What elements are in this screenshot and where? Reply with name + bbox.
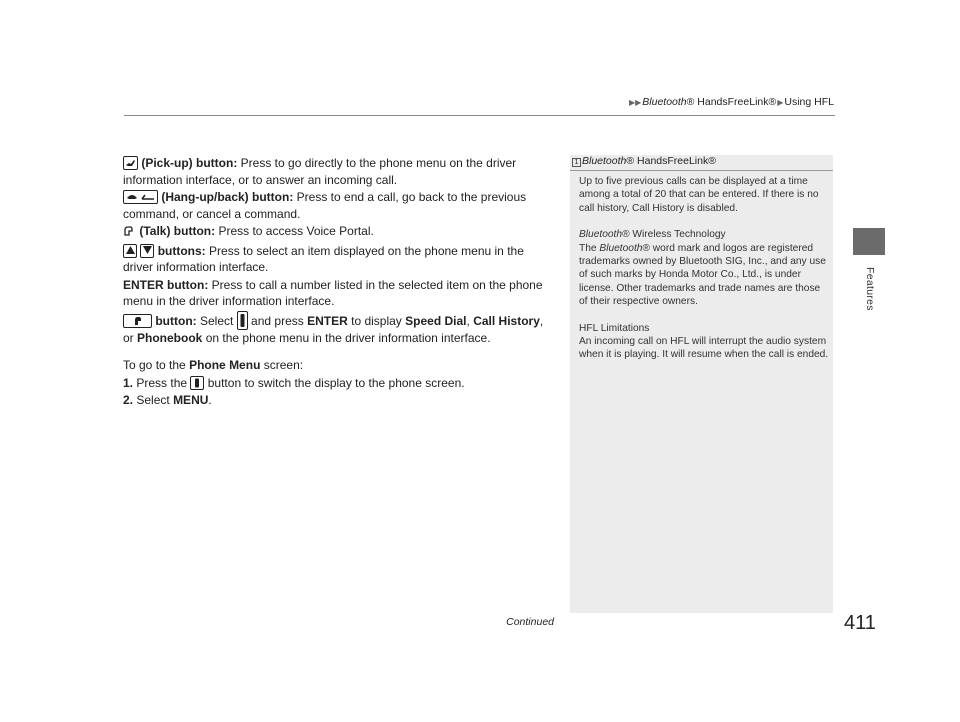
talk-text: Press to access Voice Portal.	[218, 224, 374, 238]
comma-or-text: , or	[123, 313, 544, 345]
continued-label: Continued	[506, 616, 554, 628]
pickup-paragraph	[123, 155, 555, 188]
main-content	[123, 155, 555, 410]
menu-term: MENU	[173, 393, 209, 407]
sidebar-para-hfl: An incoming call on HFL will interrupt the audio system when it is playing. It will resume when the call is ended.	[579, 336, 829, 361]
header-rule	[124, 115, 835, 116]
section-tab-label: Features	[864, 267, 876, 311]
goto-paragraph	[123, 357, 555, 374]
sidebar-body	[579, 175, 829, 375]
up-arrow-icon	[123, 244, 137, 258]
hangup-back-icon	[123, 190, 158, 204]
sidebar-bt-title	[579, 228, 829, 241]
sidebar-hfl-title: HFL Limitations	[579, 322, 650, 334]
phone-handset-icon	[237, 311, 248, 330]
bt-text-rest: ® word mark and logos are registered trademarks owned by Bluetooth SIG, Inc., and any use of such marks by Honda Motor Co., Ltd., is under license. Other trademarks and trade names are those of their respective owners.	[579, 242, 826, 308]
page-number: 411	[844, 612, 876, 634]
hangup-label: (Hang-up/back) button:	[161, 190, 294, 204]
bt-text-italic: Bluetooth	[599, 242, 643, 254]
hangup-paragraph	[123, 189, 555, 222]
enter-text: Press to call a number listed in the selected item on the phone menu in the driver information interface.	[123, 277, 543, 308]
talk-button-label: button:	[155, 313, 197, 328]
bt-title-rest: ® Wireless Technology	[622, 229, 726, 241]
step-2-end: .	[208, 393, 212, 407]
step-1-text-a: Press the	[136, 375, 188, 390]
bt-title-italic: Bluetooth	[579, 229, 623, 241]
talk-button-paragraph	[123, 311, 555, 347]
sidebar-heading	[570, 155, 833, 171]
comma-text: ,	[466, 313, 470, 328]
talk-icon	[123, 225, 136, 242]
down-arrow-icon	[140, 244, 154, 258]
and-press-text: and press	[251, 313, 304, 328]
speed-dial-term: Speed Dial	[405, 313, 467, 328]
breadcrumb-section: Using HFL	[784, 96, 834, 108]
sidebar-note	[570, 155, 833, 613]
goto-suffix: screen:	[263, 358, 304, 372]
to-display-text: to display	[351, 313, 402, 328]
sidebar-heading-bluetooth: Bluetooth	[582, 155, 627, 167]
phone-display-button-icon	[190, 376, 204, 390]
sidebar-para-trademark	[579, 242, 829, 309]
talk-label: (Talk) button:	[139, 224, 216, 238]
pickup-label: (Pick-up) button:	[141, 156, 238, 170]
breadcrumb-arrow-icon: ▶▶	[628, 98, 642, 107]
step-1-text-b: button to switch the display to the phone screen.	[207, 375, 465, 390]
phonebook-term: Phonebook	[137, 330, 203, 345]
enter-label: ENTER button:	[123, 277, 209, 292]
select-word: Select	[200, 313, 234, 328]
note-box-icon: 1	[572, 158, 581, 167]
step-1	[123, 375, 555, 392]
sidebar-para-history: Up to five previous calls can be displayed at a time among a total of 20 that can be entered. If there is no call history, Call History is disabled.	[579, 176, 819, 214]
hangup-text: Press to end a call, go back to the previous command, or cancel a command.	[123, 190, 527, 221]
updown-label: buttons:	[157, 243, 206, 258]
breadcrumb-arrow-icon: ▶	[777, 98, 784, 107]
breadcrumb	[0, 96, 834, 108]
updown-text: Press to select an item displayed on the phone menu in the driver information interface.	[123, 243, 524, 274]
step-2	[123, 392, 555, 409]
step-2-text: Select	[136, 393, 170, 407]
step-2-number: 2.	[123, 393, 134, 407]
goto-prefix: To go to the	[123, 358, 186, 372]
pickup-phone-icon	[123, 156, 138, 170]
pickup-text: Press to go directly to the phone menu on the driver information interface, or to answer an incoming call.	[123, 156, 517, 187]
enter-word: ENTER	[307, 313, 348, 328]
talk-paragraph	[123, 223, 555, 242]
talk-button-icon	[123, 314, 152, 328]
section-tab-marker	[853, 228, 885, 255]
step-1-number: 1.	[123, 375, 134, 390]
breadcrumb-bluetooth: Bluetooth	[642, 96, 687, 108]
updown-paragraph	[123, 243, 555, 276]
call-history-term: Call History	[473, 313, 540, 328]
phonebook-tail-text: on the phone menu in the driver information interface.	[205, 330, 491, 345]
sidebar-heading-rest: ® HandsFreeLink®	[626, 155, 716, 167]
bt-text-pre: The	[579, 242, 597, 254]
breadcrumb-hfl: ® HandsFreeLink®	[686, 96, 777, 108]
phone-menu-term: Phone Menu	[189, 358, 261, 372]
enter-paragraph	[123, 277, 555, 310]
